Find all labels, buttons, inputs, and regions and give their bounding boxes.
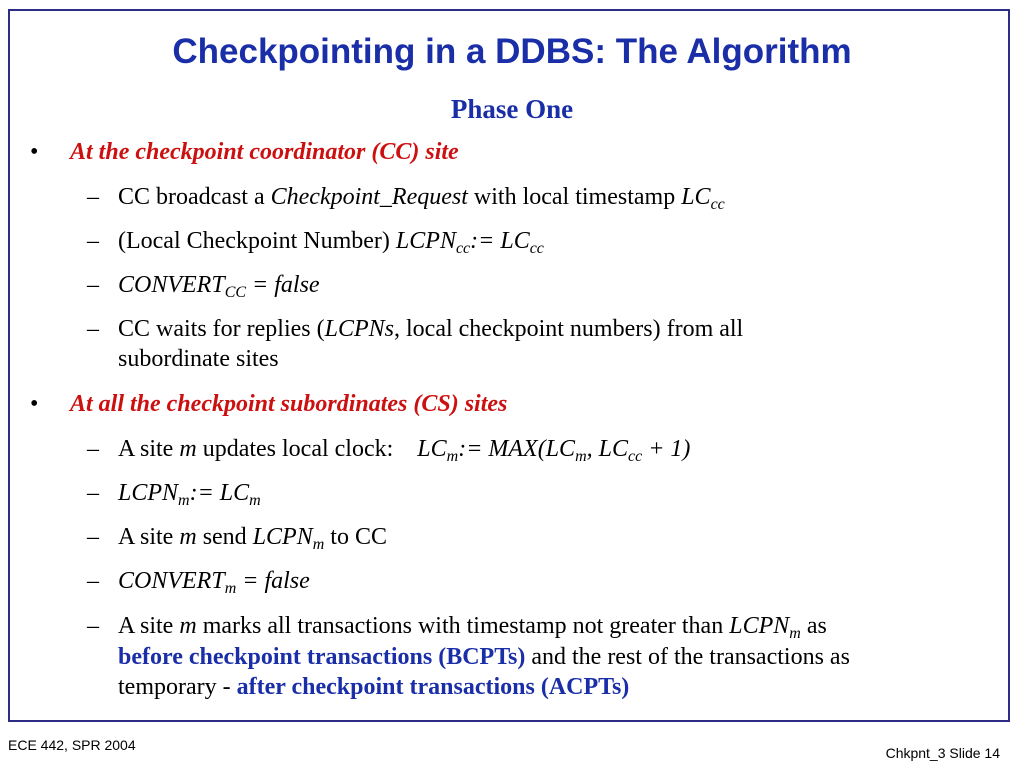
- section1-item1: CC broadcast a Checkpoint_Request with local timestamp $LC_{cc}$: [118, 184, 725, 213]
- footer-course: ECE 442, SPR 2004: [8, 737, 136, 753]
- dash-icon: –: [87, 316, 99, 342]
- section2-item5-line3: temporary - after checkpoint transactions (ACPTs): [118, 674, 630, 700]
- dash-icon: –: [87, 272, 99, 298]
- dash-icon: –: [87, 568, 99, 594]
- dash-icon: –: [87, 228, 99, 254]
- dash-icon: –: [87, 480, 99, 506]
- dash-icon: –: [87, 184, 99, 210]
- section1-heading: At the checkpoint coordinator (CC) site: [70, 139, 459, 165]
- slide-subtitle: Phase One: [450, 94, 574, 124]
- bullet-icon: •: [30, 391, 39, 417]
- slide-title: Checkpointing in a DDBS: The Algorithm: [172, 32, 852, 71]
- bcpt-term: before checkpoint transactions (BCPTs): [118, 644, 526, 670]
- section2-item2: $LCPN_m:= LC_m$: [118, 480, 261, 509]
- section1-item4-line2: subordinate sites: [118, 346, 279, 372]
- section2-heading: At all the checkpoint subordinates (CS) sites: [70, 391, 508, 417]
- section1-item4-line1: CC waits for replies (LCPNs, local checkpoint numbers) from all: [118, 316, 744, 342]
- section2-item3: A site m send $LCPN_m$ to CC: [118, 524, 387, 553]
- footer-slide-number: Chkpnt_3 Slide 14: [885, 745, 1000, 761]
- bullet-icon: •: [30, 139, 39, 165]
- section2-item5-line1: A site m marks all transactions with timestamp not greater than $LCPN_m$ as: [118, 613, 827, 642]
- section2-item4: $CONVERT_m$ = false: [118, 568, 310, 597]
- section1-item2: (Local Checkpoint Number) $LCPN_{cc}:= LC_{cc}$: [118, 228, 544, 257]
- section2-item1: A site m updates local clock: $LC_m:= MAX(LC_m$, $LC_{cc} + 1$): [118, 436, 691, 465]
- dash-icon: –: [87, 613, 99, 639]
- section2-item5-line2: before checkpoint transactions (BCPTs) and the rest of the transactions as: [118, 644, 850, 670]
- dash-icon: –: [87, 436, 99, 462]
- acpt-term: after checkpoint transactions (ACPTs): [236, 674, 630, 700]
- section1-item3: $CONVERT_{CC}$ = false: [118, 272, 320, 301]
- dash-icon: –: [87, 524, 99, 550]
